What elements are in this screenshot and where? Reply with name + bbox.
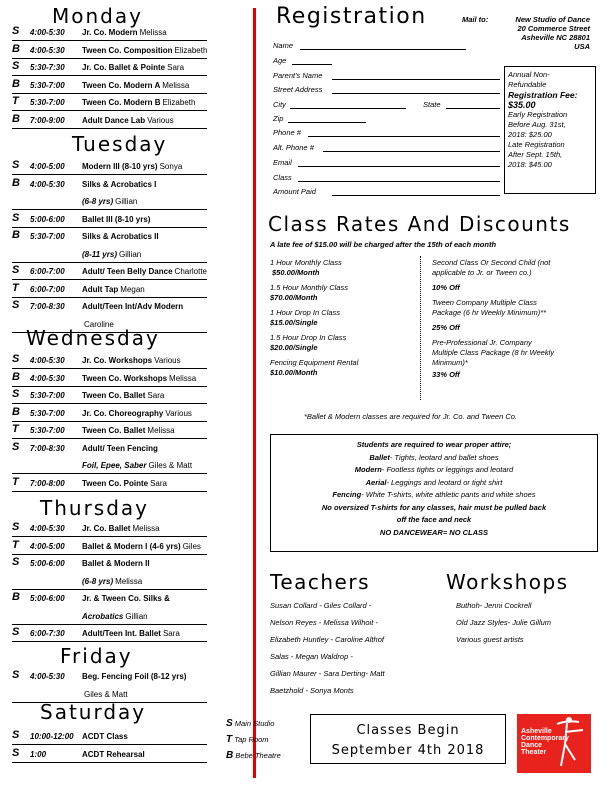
fee-title: Registration Fee: (508, 90, 578, 100)
location-legend (226, 716, 281, 764)
instructor: Gillian (125, 611, 148, 621)
class-time: 4:00-5:30 (30, 45, 65, 55)
class-time: 5:30-7:00 (30, 232, 65, 241)
class-time: 4:00-5:30 (30, 524, 65, 533)
location-code: S (12, 211, 20, 224)
instructor: Melissa (147, 426, 175, 435)
row-underline (12, 641, 207, 642)
location-code: B (12, 176, 20, 189)
class-name: Beg. Fencing Foil (8-12 yrs) (82, 672, 187, 681)
location-code: B (12, 77, 20, 90)
instructor: Various (165, 408, 192, 418)
class-time: 5:00-6:00 (30, 214, 65, 224)
early-line: Early Registration (508, 110, 568, 119)
discount-label: Second Class Or Second Child (not (432, 258, 551, 267)
rate-price: $20.00/Single (270, 343, 318, 352)
class-name: ACDT Rehearsal (82, 749, 145, 759)
row-underline (12, 279, 207, 280)
divider-red-line (253, 8, 256, 778)
row-underline (12, 128, 207, 129)
discount-label: Pre-Professional Jr. Company (432, 338, 532, 347)
amount-paid-field[interactable] (332, 195, 500, 196)
class-time: 4:00-5:30 (30, 28, 65, 37)
class-time: 5:00-6:00 (30, 559, 65, 568)
class-name: Tween Co. Pointe (82, 478, 149, 488)
field-label-zip: Zip (273, 114, 284, 123)
field-label-alt-phone: Alt. Phone # (273, 143, 314, 152)
class-time: 5:00-6:00 (30, 594, 65, 603)
class-name: Adult Dance Lab (82, 115, 146, 125)
attire-heading: Students are required to wear proper attire; (356, 440, 512, 449)
row-underline (12, 40, 207, 41)
classes-begin-date: September 4th 2018 (331, 743, 485, 758)
class-name: Ballet & Modern I (4-6 yrs) (82, 541, 181, 551)
row-underline (12, 744, 207, 745)
discount-value: 33% Off (432, 370, 460, 379)
instructor: Melissa (169, 373, 197, 383)
attire-key: Fencing (332, 490, 362, 499)
rate-label: 1 Hour Monthly Class (270, 258, 342, 267)
class-time: 6:00-7:00 (30, 284, 65, 294)
row-underline (12, 209, 207, 210)
class-name: Jr. Co. Modern (82, 28, 138, 37)
instructor: Sonya (159, 162, 183, 171)
row-underline (12, 368, 207, 369)
row-underline (12, 227, 207, 228)
workshops-title: Workshops (446, 570, 569, 594)
class-name: Tween Co. Modern A (82, 80, 161, 90)
teachers-list (270, 597, 385, 699)
class-detail: Acrobatics (82, 611, 124, 621)
class-name: Jr. Co. Choreography (82, 408, 164, 418)
registration-fee-box (504, 66, 596, 194)
class-name: Tween Co. Ballet (82, 426, 146, 435)
field-label-state: State (423, 100, 441, 109)
class-time: 4:00-5:30 (30, 179, 65, 189)
mailing-address (515, 15, 590, 51)
late-line: Late Registration (508, 140, 565, 149)
field-label-name: Name (273, 41, 294, 50)
rates-divider (420, 256, 421, 400)
rate-label: Fencing Equipment Rental (270, 358, 359, 367)
row-underline (12, 536, 207, 537)
class-name: Adult/ Teen Belly Dance (82, 267, 173, 276)
street-address-field[interactable] (332, 93, 500, 94)
attire-value: - White T-shirts, white athletic pants and white shoes (361, 490, 536, 499)
discount-value: 10% Off (432, 283, 460, 292)
class-time: 4:00-5:00 (30, 162, 65, 171)
location-code: S (12, 626, 20, 638)
row-underline (12, 554, 207, 555)
logo-line: Dance (521, 742, 543, 749)
class-time: 5:30-7:00 (30, 391, 65, 400)
row-underline (12, 386, 207, 387)
location-code: S (12, 159, 20, 171)
instructor: Megan (120, 284, 145, 294)
rates-left (270, 258, 358, 378)
fee-line: Refundable (508, 80, 547, 89)
instructor: Sara (150, 478, 167, 488)
attire-note: NO DANCEWEAR= NO CLASS (379, 527, 489, 537)
rate-price: $15.00/Single (270, 318, 318, 327)
instructor: Giles (182, 541, 201, 551)
legend-item (226, 732, 281, 748)
row-underline (12, 589, 207, 590)
location-code: B (12, 42, 20, 55)
workshops-list (456, 597, 551, 648)
class-name: Adult/Teen Int/Adv Modern (82, 302, 184, 311)
discount-label: Tween Company Multiple Class (432, 298, 537, 307)
attire-key: Modern (354, 465, 382, 474)
attire-item (271, 452, 597, 465)
instructor: Elizabeth (174, 45, 208, 55)
field-label-email: Email (273, 158, 292, 167)
class-time: 4:00-5:30 (30, 373, 65, 383)
teacher-line: Gillian Maurer - Sara Derting- Matt (270, 669, 385, 678)
registration-title: Registration (276, 4, 427, 29)
location-code: S (12, 353, 20, 365)
class-name: ACDT Class (82, 732, 128, 741)
row-underline (12, 93, 207, 94)
class-name: Adult Tap (82, 284, 119, 294)
teacher-line: Salas - Megan Waldrop - (270, 652, 353, 661)
row-underline (12, 75, 207, 76)
rate-label: 1 Hour Drop In Class (270, 308, 341, 317)
row-underline (12, 473, 207, 474)
logo-line: Asheville (521, 728, 552, 735)
field-label-age: Age (273, 56, 287, 65)
discount-label: Minimum)* (432, 358, 468, 367)
discount-label: Multiple Class Package (8 hr Weekly (432, 348, 554, 357)
class-name: Tween Co. Composition (82, 45, 173, 55)
discount-value: 25% Off (432, 323, 460, 332)
attire-value: - Footless tights or leggings and leotard (381, 465, 514, 474)
class-time: 5:30-7:30 (30, 63, 65, 72)
parent-name-field[interactable] (332, 79, 500, 80)
location-code: T (12, 475, 19, 488)
address-line: 20 Commerce Street (517, 24, 590, 33)
legend-key: T (226, 734, 233, 745)
instructor: Melissa (132, 524, 160, 533)
class-name: Tween Co. Workshops (82, 373, 168, 383)
rate-label: 1.5 Hour Drop In Class (270, 333, 347, 342)
location-code: T (12, 538, 19, 551)
class-name: Silks & Acrobatics II (82, 232, 159, 241)
legend-key: B (226, 750, 234, 761)
field-label-phone: Phone # (273, 128, 301, 137)
legend-value: Tap Room (234, 735, 269, 744)
instructor: Elizabeth (162, 98, 196, 107)
legend-value: Main Studio (234, 719, 275, 728)
row-underline (12, 262, 207, 263)
location-code: S (12, 669, 20, 681)
class-time: 4:00-5:00 (30, 541, 65, 551)
row-underline (12, 762, 207, 763)
class-field[interactable] (298, 181, 500, 182)
logo-line: Contemporary (521, 735, 569, 742)
mail-to-label: Mail to: (462, 15, 489, 24)
attire-key: Ballet (369, 452, 390, 462)
attire-box (270, 434, 598, 552)
rates-footnote: *Ballet & Modern classes are required for Jr. Co. and Tween Co. (304, 412, 518, 421)
attire-item (271, 489, 597, 502)
workshop-line: Old Jazz Styles- Julie Gillum (456, 618, 552, 627)
address-line: USA (574, 42, 590, 51)
early-line: Before Aug. 31st, (508, 120, 566, 129)
attire-note: off the face and neck (396, 515, 472, 524)
class-time: 1:00 (30, 749, 47, 759)
instructor: Giles & Matt (148, 461, 193, 470)
class-time: 7:00-8:30 (30, 302, 65, 311)
location-code: S (12, 746, 20, 759)
location-code: S (12, 556, 20, 568)
logo-line: Theater (521, 749, 547, 756)
class-time: 5:30-7:00 (30, 408, 65, 418)
attire-item (271, 477, 597, 490)
fee-line: Annual Non- (508, 70, 550, 79)
row-underline (12, 58, 207, 59)
rate-label: 1.5 Hour Monthly Class (270, 283, 348, 292)
day-title-tuesday: Tuesday (72, 132, 168, 156)
name-field[interactable] (300, 49, 466, 50)
rate-price: $70.00/Month (270, 293, 318, 302)
address-line: New Studio of Dance (515, 15, 590, 24)
legend-value: Bebe Theatre (235, 751, 281, 760)
rates-right (432, 258, 554, 380)
location-code: B (12, 405, 20, 418)
phone-field[interactable] (308, 136, 500, 137)
class-name: Jr. Co. Ballet & Pointe (82, 63, 166, 72)
legend-item (226, 748, 281, 764)
day-title-thursday: Thursday (40, 496, 149, 520)
workshop-line: Buthoh- Jenni Cockrell (456, 601, 532, 610)
classes-begin-box (310, 714, 506, 764)
location-code: S (12, 729, 20, 741)
location-code: S (12, 25, 20, 37)
row-underline (12, 174, 207, 175)
field-label-class: Class (273, 173, 292, 182)
address-line: Asheville NC 28801 (521, 33, 590, 42)
rates-title: Class Rates And Discounts (268, 212, 571, 236)
class-detail: (6-8 yrs) (82, 197, 114, 206)
teacher-line: Susan Collard - Giles Collard - (270, 601, 372, 610)
instructor: Charlotte (174, 267, 208, 276)
location-code: B (12, 229, 20, 241)
location-code: T (12, 95, 19, 107)
class-detail: (8-11 yrs) (82, 249, 117, 259)
day-title-saturday: Saturday (40, 700, 147, 724)
instructor: Various (147, 115, 174, 125)
day-title-monday: Monday (52, 4, 143, 28)
classes-begin-line: Classes Begin (356, 723, 460, 738)
discount-label: applicable to Jr. or Tween co.) (432, 268, 532, 277)
class-time: 7:00-8:30 (30, 443, 65, 453)
zip-field[interactable] (288, 122, 366, 123)
class-name: Ballet & Modern II (82, 559, 150, 568)
instructor: Giles & Matt (84, 689, 128, 699)
age-field[interactable] (292, 64, 332, 65)
class-name: Silks & Acrobatics I (82, 179, 157, 189)
early-line: 2018: $25.00 (508, 130, 552, 139)
class-name: Jr. Co. Ballet (82, 524, 131, 533)
class-time: 6:00-7:30 (30, 629, 65, 638)
row-underline (12, 403, 207, 404)
class-time: 10:00-12:00 (30, 732, 74, 741)
location-code: S (12, 299, 20, 311)
class-name: Tween Co. Ballet (82, 391, 146, 400)
class-time: 7:00-8:00 (30, 478, 65, 488)
field-label-parent: Parent's Name (273, 71, 323, 80)
class-name: Jr. Co. Workshops (82, 356, 153, 365)
row-underline (12, 110, 207, 111)
instructor: Sara (167, 63, 185, 72)
fee-amount: $35.00 (508, 100, 536, 110)
location-code: S (12, 440, 20, 453)
city-field[interactable] (290, 108, 406, 109)
class-name: Modern III (8-10 yrs) (82, 162, 158, 171)
attire-value: - Leggings and leotard or tight shirt (386, 477, 503, 487)
location-code: S (12, 388, 20, 400)
day-title-wednesday: Wednesday (26, 326, 160, 350)
class-time: 4:00-5:30 (30, 672, 65, 681)
teacher-line: Elizabeth Huntley - Caroline Althof (270, 635, 384, 644)
class-name: Ballet III (8-10 yrs) (82, 214, 151, 224)
legend-key: S (226, 718, 233, 729)
teacher-line: Nelson Reyes - Melissa Wilhoit - (270, 618, 378, 627)
alt-phone-field[interactable] (323, 151, 500, 152)
rate-price: $50.00/Month (272, 268, 320, 277)
class-time: 4:00-5:30 (30, 356, 65, 365)
class-time: 7:00-9:00 (30, 115, 65, 125)
location-code: S (12, 264, 20, 276)
acdt-logo (517, 714, 591, 773)
location-code: T (12, 423, 19, 435)
instructor: Melissa (162, 80, 190, 90)
location-code: T (12, 281, 19, 294)
class-time: 5:30-7:00 (30, 426, 65, 435)
class-name: Jr. & Tween Co. Silks & (82, 594, 170, 603)
teacher-line: Baetzhold - Sonya Monts (270, 686, 354, 695)
row-underline (12, 491, 207, 492)
attire-note: No oversized T-shirts for any classes, hair must be pulled back (321, 502, 547, 512)
day-title-friday: Friday (60, 644, 133, 668)
location-code: S (12, 60, 20, 72)
attire-item (271, 464, 597, 477)
teachers-title: Teachers (270, 570, 370, 594)
class-detail: (6-8 yrs) (82, 576, 114, 586)
field-label-street: Street Address (273, 85, 323, 94)
class-time: 6:00-7:00 (30, 267, 65, 276)
class-time: 5:30-7:00 (30, 80, 65, 90)
discount-label: Package (6 hr Weekly Minimum)** (432, 308, 547, 317)
row-underline (12, 421, 207, 422)
location-code: B (12, 370, 20, 383)
instructor: Gillian (118, 249, 142, 259)
instructor: Melissa (115, 576, 143, 586)
class-name: Adult/Teen Int. Ballet (82, 629, 161, 638)
rate-price: $10.00/Month (270, 368, 318, 377)
location-code: S (12, 521, 20, 533)
legend-item (226, 716, 281, 732)
late-line: 2018: $45.00 (508, 160, 552, 169)
instructor: Sara (147, 391, 165, 400)
attire-value: - Tights, leotard and ballet shoes (389, 452, 499, 462)
class-time: 5:30-7:00 (30, 98, 65, 107)
instructor: Melissa (139, 28, 167, 37)
instructor: Various (154, 356, 181, 365)
field-label-city: City (273, 100, 286, 109)
state-field[interactable] (446, 108, 500, 109)
late-line: After Sept. 15th, (508, 150, 563, 159)
location-code: B (12, 591, 20, 603)
email-field[interactable] (298, 166, 500, 167)
instructor: Gillian (115, 197, 138, 206)
late-fee-notice: A late fee of $15.00 will be charged after the 15th of each month (270, 240, 497, 249)
class-name: Tween Co. Modern B (82, 98, 161, 107)
attire-key: Aerial (365, 477, 387, 487)
row-underline (12, 438, 207, 439)
instructor: Sara (162, 629, 180, 638)
location-code: B (12, 112, 20, 125)
row-underline (12, 624, 207, 625)
instructor: Caroline (84, 319, 114, 329)
class-name: Adult/ Teen Fencing (82, 443, 158, 453)
row-underline (12, 297, 207, 298)
field-label-amount: Amount Paid (273, 187, 316, 196)
class-detail: Foil, Epee, Saber (82, 461, 147, 470)
workshop-line: Various guest artists (456, 635, 524, 644)
